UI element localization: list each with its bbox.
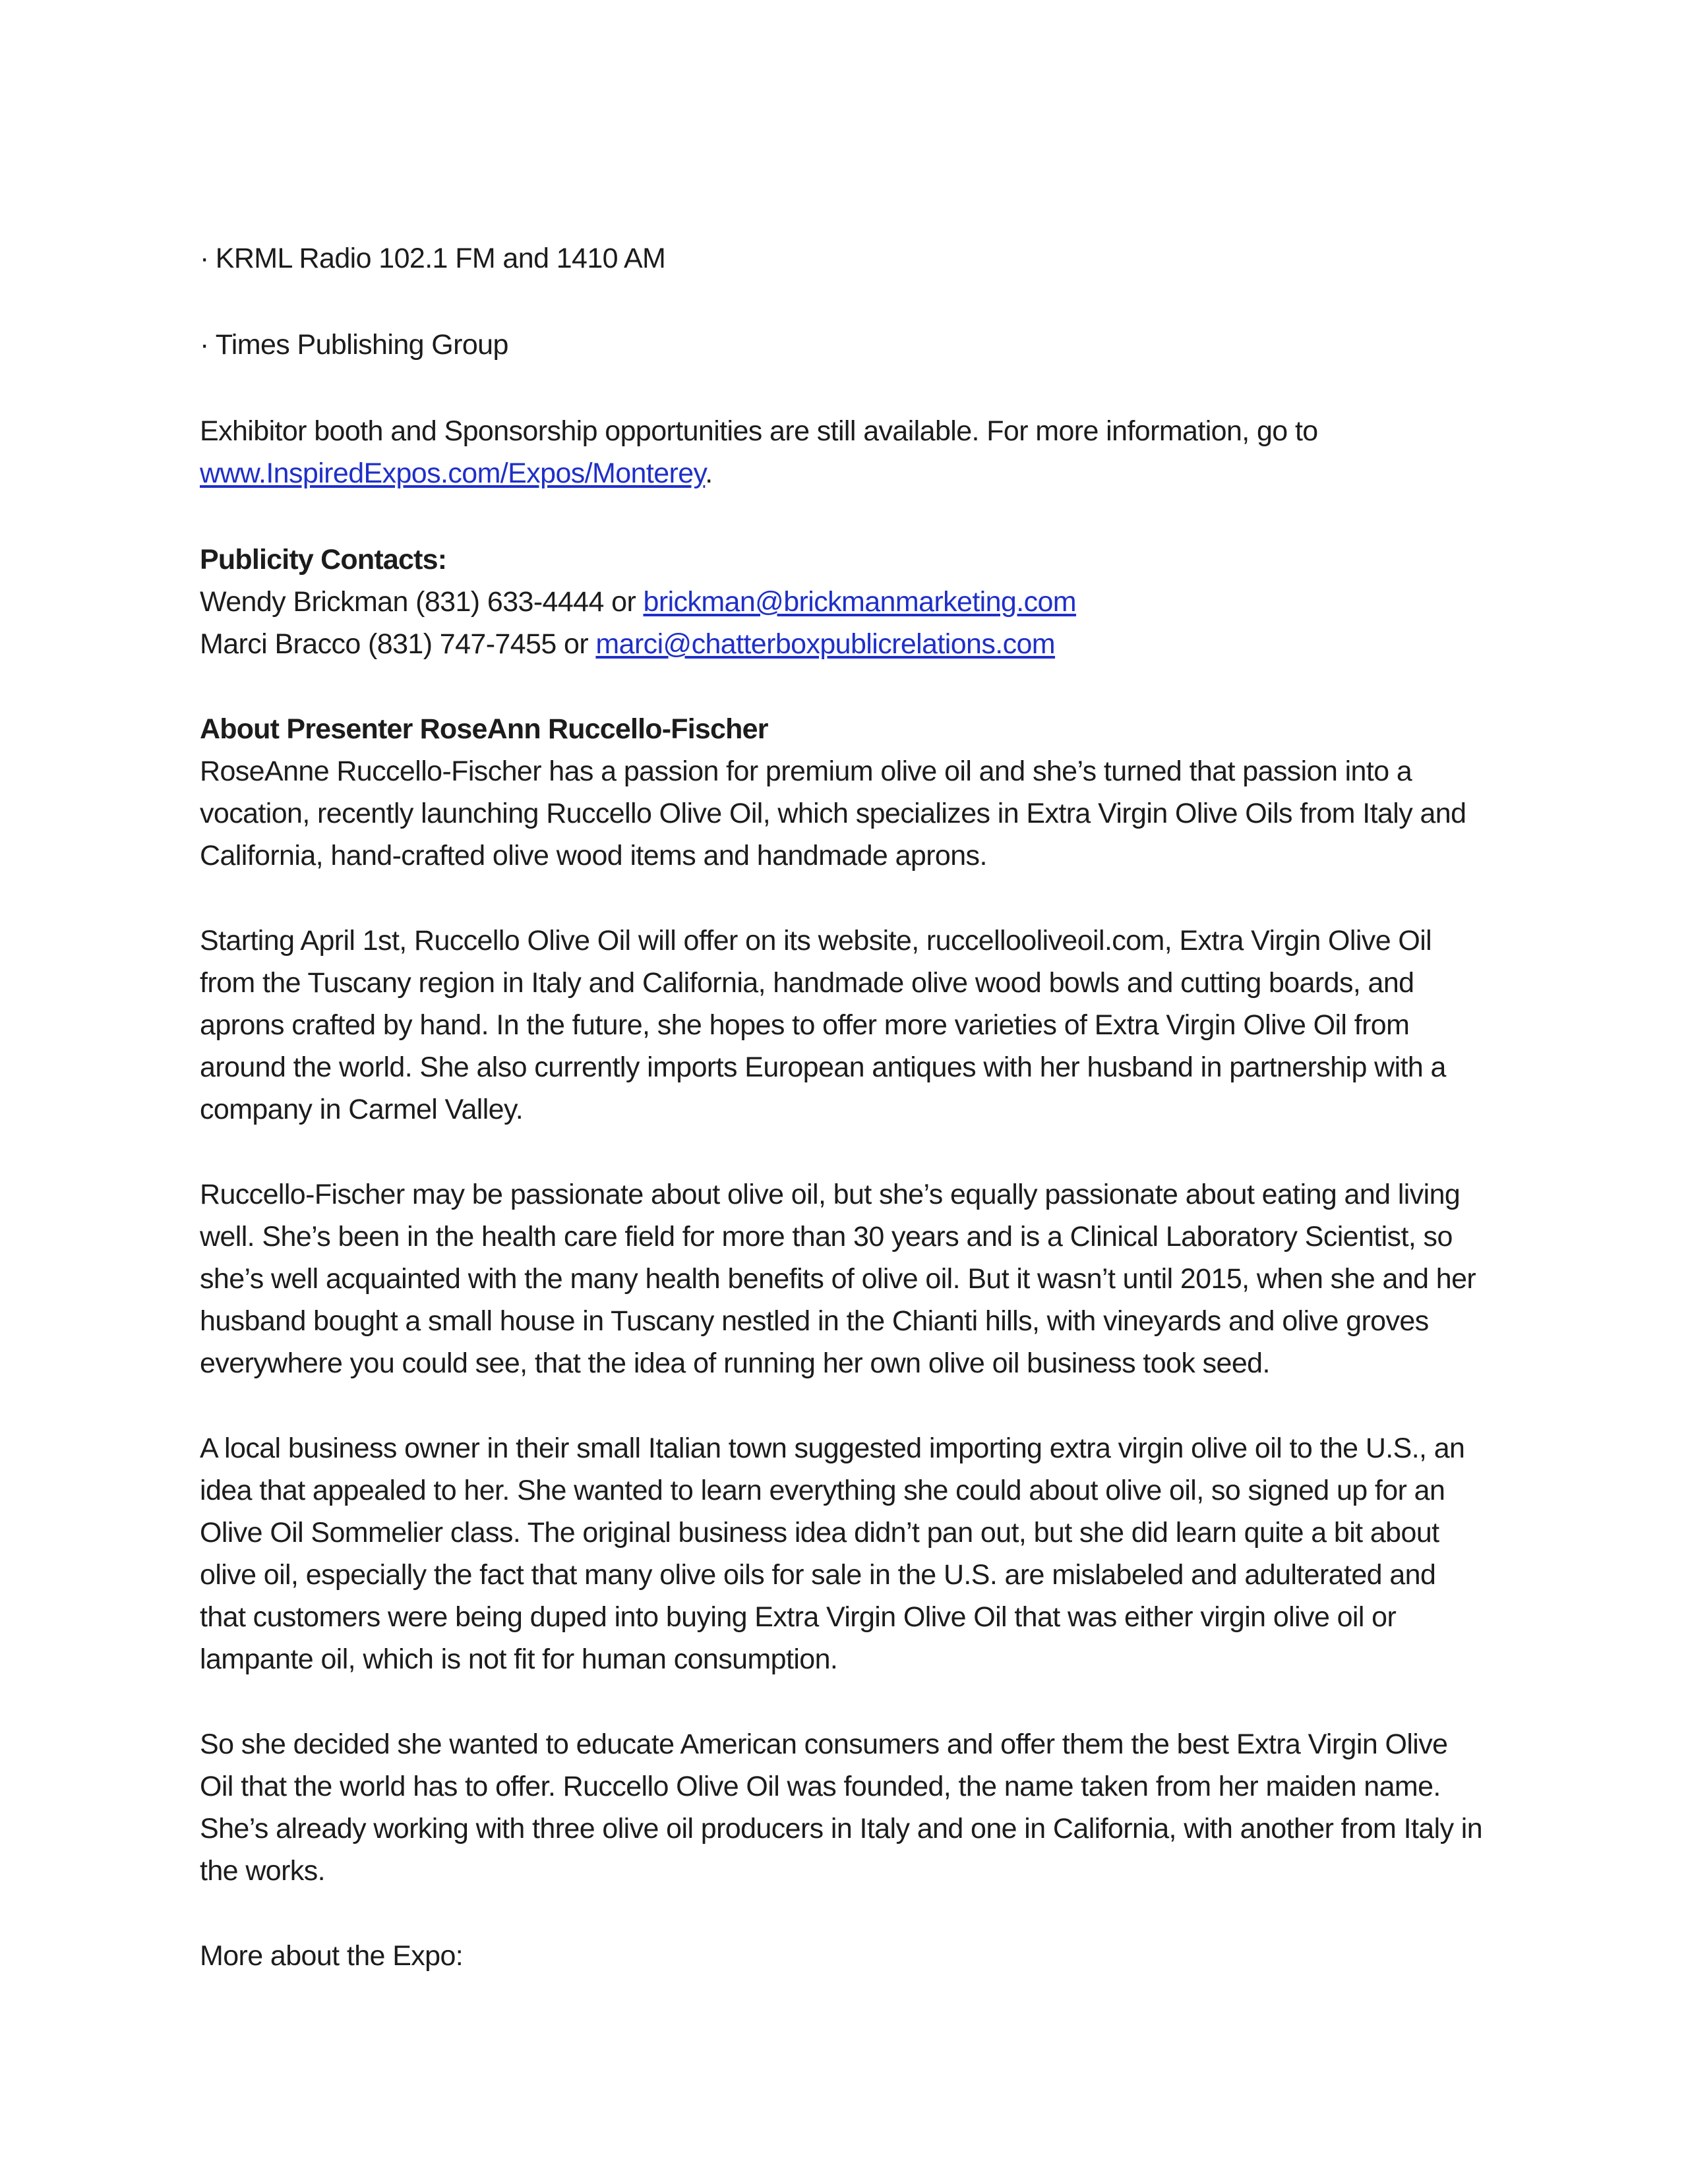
about-paragraph: Starting April 1st, Ruccello Olive Oil will offer on its website, ruccellooliveoil.com, Extra Virgin Olive Oil from the Tuscany region in Italy and California, handmade olive wood bowls and cutting boards, and aprons crafted by hand. In the future, she hopes to offer more varieties of Extra Virgin Olive Oil from around the world. She also currently imports European antiques with her husband in partnership with a company in Carmel Valley. bbox=[200, 925, 1446, 1125]
sponsorship-text: Exhibitor booth and Sponsorship opportunities are still available. For more information, go to bbox=[200, 415, 1318, 447]
about-paragraph: So she decided she wanted to educate American consumers and offer them the best Extra Virgin Olive Oil that the world has to offer. Ruccello Olive Oil was founded, the name taken from her maiden name. She’s already working with three olive oil producers in Italy and one in California, with another from Italy in the works. bbox=[200, 1728, 1483, 1887]
sponsorship-paragraph bbox=[200, 410, 1486, 494]
bullet-item bbox=[200, 324, 1486, 366]
bullet-marker: · bbox=[200, 329, 209, 361]
contact-line bbox=[200, 623, 1486, 665]
sponsorship-suffix: . bbox=[705, 457, 713, 489]
contact-line bbox=[200, 581, 1486, 623]
contact-text: Marci Bracco (831) 747-7455 or bbox=[200, 628, 596, 660]
about-paragraph: RoseAnne Ruccello-Fischer has a passion for premium olive oil and she’s turned that passion into a vocation, recently launching Ruccello Olive Oil, which specializes in Extra Virgin Olive Oils from Italy and California, hand-crafted olive wood items and handmade aprons. bbox=[200, 755, 1466, 871]
about-heading: About Presenter RoseAnn Ruccello-Fischer bbox=[200, 713, 768, 745]
about-section bbox=[200, 708, 1486, 1892]
bullet-text: Times Publishing Group bbox=[215, 329, 508, 361]
publicity-contacts bbox=[200, 539, 1486, 665]
publicity-heading: Publicity Contacts: bbox=[200, 544, 447, 576]
bullet-text: KRML Radio 102.1 FM and 1410 AM bbox=[215, 243, 666, 274]
contact-text: Wendy Brickman (831) 633-4444 or bbox=[200, 586, 644, 618]
expo-website-link[interactable]: www.InspiredExpos.com/Expos/Monterey bbox=[200, 457, 706, 489]
document-page bbox=[200, 237, 1486, 1977]
email-link-marci[interactable]: marci@chatterboxpublicrelations.com bbox=[595, 628, 1056, 660]
more-about-expo: More about the Expo: bbox=[200, 1940, 464, 1972]
bullet-item bbox=[200, 237, 1486, 280]
bullet-marker: · bbox=[200, 243, 209, 274]
about-paragraph: Ruccello-Fischer may be passionate about olive oil, but she’s equally passionate about eating and living well. She’s been in the health care field for more than 30 years and is a Clinical Laboratory Scientist, so she’s well acquainted with the many health benefits of olive oil. But it wasn’t until 2015, when she and her husband bought a small house in Tuscany nestled in the Chianti hills, with vineyards and olive groves everywhere you could see, that the idea of running her own olive oil business took seed. bbox=[200, 1179, 1476, 1379]
email-link-brickman[interactable]: brickman@brickmanmarketing.com bbox=[643, 586, 1077, 618]
about-paragraph: A local business owner in their small Italian town suggested importing extra virgin olive oil to the U.S., an idea that appealed to her. She wanted to learn everything she could about olive oil, so signed up for an Olive Oil Sommelier class. The original business idea didn’t pan out, but she did learn quite a bit about olive oil, especially the fact that many olive oils for sale in the U.S. are mislabeled and adulterated and that customers were being duped into buying Extra Virgin Olive Oil that was either virgin olive oil or lampante oil, which is not fit for human consumption. bbox=[200, 1432, 1465, 1675]
